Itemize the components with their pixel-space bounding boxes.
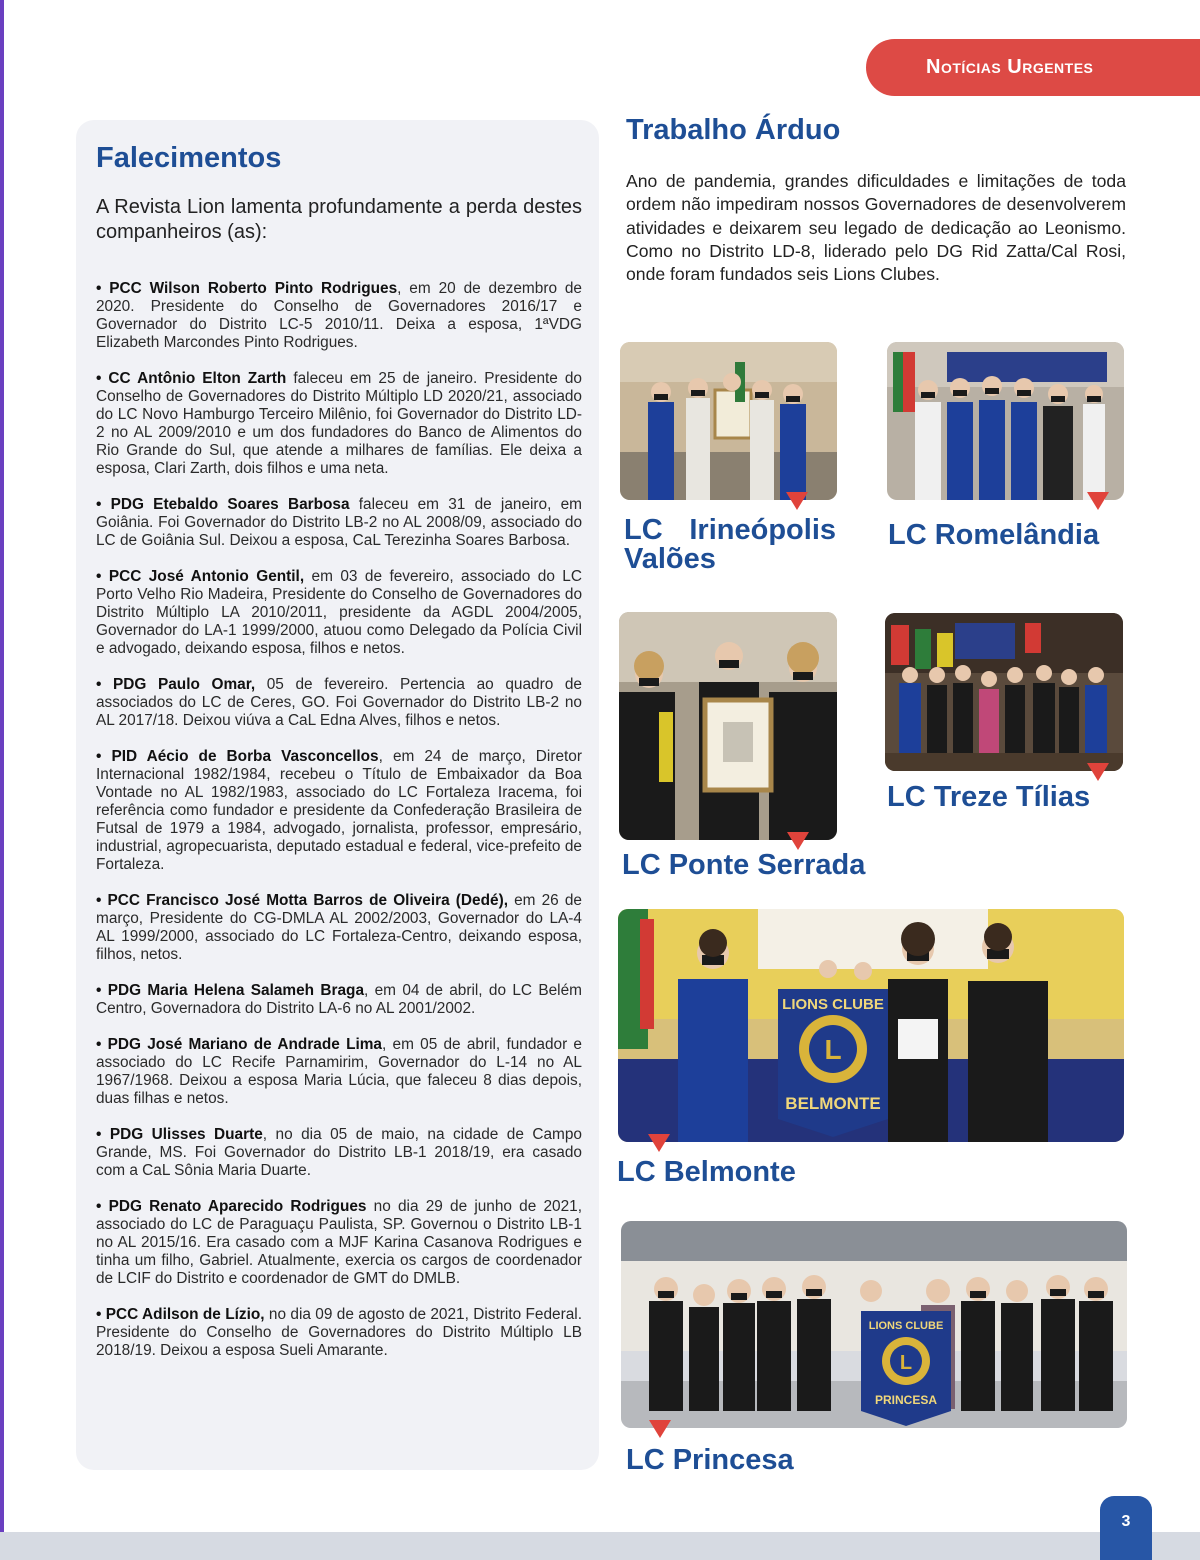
obituary-entry: [96, 748, 582, 874]
obituary-name: • PDG Etebaldo Soares Barbosa: [96, 496, 350, 513]
obituary-name: • PDG Ulisses Duarte: [96, 1126, 263, 1143]
obituary-text: em 26 de março, Presidente do CG-DMLA AL 2002/2003, Governador do LA-4 AL 1999/2000, associado do LC Fortaleza-Centro, deixando esposa, filhos, netos.: [96, 892, 582, 963]
obituary-name: • PCC Wilson Roberto Pinto Rodrigues: [96, 280, 398, 297]
obituary-text: , em 20 de dezembro de 2020. Presidente do Conselho de Governadores 2016/17 e Governador do Distrito LC-5 2010/11. Deixa a esposa, 1ªVDG Elizabeth Marcondes Pinto Rodrigues.: [96, 280, 582, 351]
section-tab-label: Notícias Urgentes: [926, 56, 1094, 78]
section-tab: [866, 39, 1200, 96]
obituary-name: • PCC José Antonio Gentil,: [96, 568, 305, 585]
location-pin-icon: [648, 1134, 670, 1152]
obituary-entry: [96, 1306, 582, 1360]
obituary-entry: [96, 370, 582, 478]
banner-emblem-letter: L: [899, 1352, 913, 1374]
obituaries-panel: [76, 120, 599, 1470]
location-pin-icon: [1087, 763, 1109, 781]
obituary-text: , em 24 de março, Diretor Internacional 1982/1984, recebeu o Título de Embaixador da Boa Vontade no AL 1982/1983, associado do LC Fortaleza Iracema, foi referência como fundador e presidente da Confederação Brasileira de Futsal de 1979 a 1984, advogado, jornalista, professor, empresário, industrial, agropecuarista, deputado estadual e federal, vice-prefeito de Fortaleza.: [96, 748, 582, 873]
obituary-entry: [96, 676, 582, 730]
obituary-entry: [96, 982, 582, 1018]
caption-lc-treze-tilias: LC Treze Tílias: [887, 781, 1091, 813]
location-pin-icon: [787, 832, 809, 850]
obituary-entry: [96, 568, 582, 658]
banner-emblem-letter: L: [824, 1034, 842, 1065]
photo-lc-princesa: [621, 1221, 1127, 1428]
caption-lc-ponte-serrada: LC Ponte Serrada: [622, 849, 866, 881]
obituary-text: no dia 09 de agosto de 2021, Distrito Federal. Presidente do Conselho de Governadores do Distrito Múltiplo LB 2018/19. Deixou a esposa Sueli Amarante.: [96, 1306, 582, 1359]
caption-lc-romelandia: LC Romelândia: [888, 519, 1100, 551]
obituary-text: , no dia 05 de maio, na cidade de Campo Grande, MS. Foi Governador do Distrito LB-1 2018/19, era casado com a CaL Sônia Maria Duarte.: [96, 1126, 582, 1179]
obituary-name: • PID Aécio de Borba Vasconcellos: [96, 748, 379, 765]
caption-lc-irineopolis: LC Irineópolis Valões: [624, 514, 836, 575]
obituary-name: • PCC Francisco José Motta Barros de Oliveira (Dedé),: [96, 892, 508, 909]
obituary-text: faleceu em 25 de janeiro. Presidente do Conselho de Governadores do Distrito Múltiplo LD 2020/21, associado do LC Novo Hamburgo Terceiro Milênio, foi Governador do Distrito LD-2 no AL 2009/2010 e um dos fundadores do Banco de Alimentos do Rio Grande do Sul, que atende a milhares de famílias. Ele deixa a esposa, Clari Zarth, dois filhos e uma neta.: [96, 370, 582, 477]
obituary-name: • PDG Maria Helena Salameh Braga: [96, 982, 364, 999]
obituary-text: faleceu em 31 de janeiro, em Goiânia. Foi Governador do Distrito LB-2 no AL 2008/09, associado do LC de Goiânia Sul. Deixou a esposa, CaL Terezinha Soares Barbosa.: [96, 496, 582, 549]
obituaries-intro: A Revista Lion lamenta profundamente a perda destes companheiros (as):: [96, 196, 582, 243]
page-footer-band: [0, 1532, 1200, 1560]
obituary-name: • PDG Renato Aparecido Rodrigues: [96, 1198, 367, 1215]
photo-lc-irineopolis: [620, 342, 837, 500]
location-pin-icon: [786, 492, 808, 510]
obituaries-title: Falecimentos: [96, 142, 282, 174]
obituary-name: • CC Antônio Elton Zarth: [96, 370, 287, 387]
obituary-entry: [96, 1126, 582, 1180]
obituary-text: no dia 29 de junho de 2021, associado do LC de Paraguaçu Paulista, SP. Governou o Distrito LB-1 no AL 2015/16. Era casado com a MJF Karina Casanova Rodrigues e tinha um filho, Gabriel. Atualmente, exercia os cargos de coordenador de LCIF do Distrito e coordenador de GMT do DMLB.: [96, 1198, 582, 1287]
article-body: Ano de pandemia, grandes dificuldades e limitações de toda ordem não impediram nossos Governadores de desenvolverem atividades e deixarem seu legado de dedicação ao Leonismo. Como no Distrito LD-8, liderado pelo DG Rid Zatta/Cal Rosi, onde foram fundados seis Lions Clubes.: [626, 171, 1126, 285]
obituary-text: 05 de fevereiro. Pertencia ao quadro de associados do LC de Ceres, GO. Foi Governador do Distrito LB-2 no AL 2017/18. Deixou viúva a CaL Edna Alves, filhos e netos.: [96, 676, 582, 729]
banner-bottom-text: BELMONTE: [785, 1094, 881, 1113]
photo-lc-treze-tilias: [885, 613, 1123, 771]
obituary-list: [96, 280, 582, 1378]
banner-top-text: LIONS CLUBE: [868, 1320, 944, 1332]
page-edge-bar: [0, 0, 4, 1560]
article-title: Trabalho Árduo: [626, 114, 841, 146]
obituary-entry: [96, 1036, 582, 1108]
obituary-entry: [96, 892, 582, 964]
photo-lc-ponte-serrada: [619, 612, 837, 840]
location-pin-icon: [1087, 492, 1109, 510]
obituary-text: , em 04 de abril, do LC Belém Centro, Governadora do Distrito LA-6 no AL 2001/2002.: [96, 982, 582, 1017]
obituary-name: • PDG José Mariano de Andrade Lima: [96, 1036, 382, 1053]
caption-lc-belmonte: LC Belmonte: [617, 1156, 796, 1188]
obituary-entry: [96, 1198, 582, 1288]
obituary-name: • PDG Paulo Omar,: [96, 676, 256, 693]
obituary-name: • PCC Adilson de Lízio,: [96, 1306, 265, 1323]
caption-lc-princesa: LC Princesa: [626, 1444, 794, 1476]
obituary-entry: [96, 280, 582, 352]
photo-lc-romelandia: [887, 342, 1124, 500]
location-pin-icon: [649, 1420, 671, 1438]
banner-bottom-text: PRINCESA: [874, 1393, 938, 1407]
photo-lc-belmonte: [618, 909, 1124, 1142]
page-number: 3: [1100, 1496, 1152, 1560]
banner-top-text: LIONS CLUBE: [782, 996, 884, 1013]
obituary-entry: [96, 496, 582, 550]
obituary-text: em 03 de fevereiro, associado do LC Porto Velho Rio Madeira, Presidente do Conselho de Governadores do Distrito Múltiplo LA 2010/2011, presidente da AGDL 2004/2005, Governador do LA-1 1999/2000, atuou como Delegado da Polícia Civil e advogado, deixando esposa, filhos e netos.: [96, 568, 582, 657]
obituary-text: , em 05 de abril, fundador e associado do LC Recife Parnamirim, Governador do L-14 no AL 1967/1968. Deixou a esposa Maria Lúcia, que faleceu 8 dias depois, duas filhas e netos.: [96, 1036, 582, 1107]
